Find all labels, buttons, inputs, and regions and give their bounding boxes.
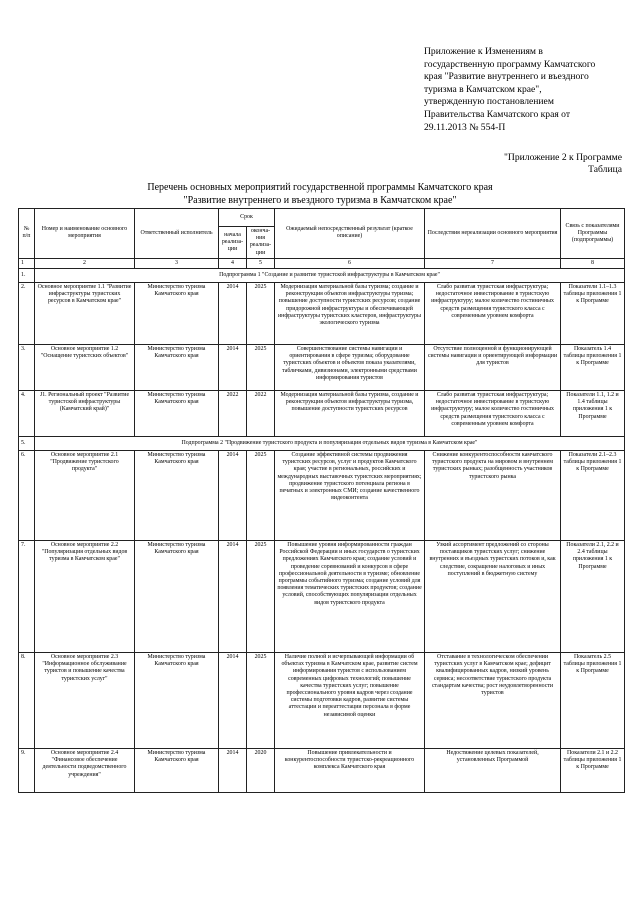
approval-note [424, 46, 624, 134]
approval-line: края "Развитие внутреннего и въездного [424, 71, 589, 83]
executor: Министерство туризма Камчатского края [135, 283, 219, 345]
consequences: Снижение конкурентоспособности камчатского туристского продукта на мировом и внутреннем туристских рынках; разобщенность участников туристского рынка [425, 451, 561, 541]
column-number: 6 [275, 258, 425, 268]
header-start: начала реализа-ции [219, 227, 247, 259]
header-result: Ожидаемый непосредственный результат (краткое описание) [275, 209, 425, 259]
column-number: 2 [35, 258, 135, 268]
header-term: Срок [219, 209, 275, 227]
title-line: Перечень основных мероприятий государственной программы Камчатского края [147, 182, 493, 193]
section-row [19, 437, 625, 451]
subprogram-title: Подпрограмма 1 "Создание и развитие туристской инфраструктуры в Камчатском крае" [35, 269, 625, 283]
column-number: 1 [19, 258, 35, 268]
approval-line: 29.11.2013 № 554-П [424, 121, 506, 133]
measure-name: Основное мероприятие 2.1 "Продвижение туристского продукта" [35, 451, 135, 541]
row-number: 4. [19, 391, 35, 437]
approval-line: туризма в Камчатском крае", [424, 83, 542, 95]
header-name: Номер и наименование основного мероприятия [35, 209, 135, 259]
expected-result: Повышение уровня информированности граждан Российской Федерации и иных государств о туристских предложениях Камчатского края; создание условий и проведение соревнований и конкурсов в сфере профессиональной деятельности в туризме; обновление программы событийного туризма; создание условий для появления тематических туристских продуктов; создание условий, способствующих популяризации отдельных видов туристского продукта [275, 541, 425, 653]
row-number: 1. [19, 269, 35, 283]
row-number: 3. [19, 345, 35, 391]
column-number-row [19, 258, 625, 268]
consequences: Отставание в технологическом обеспечении туристских услуг в Камчатском крае; дефицит квалифицированных кадров, низкий уровень сервиса; несоответствие туристского продукта стандартам качества; рост неудовлетворенности туристов [425, 653, 561, 749]
end-year: 2020 [247, 749, 275, 793]
indicator-link: Показатели 1.1, 1.2 и 1.4 таблицы приложения 1 к Программе [561, 391, 625, 437]
indicator-link: Показатели 1.1–1.3 таблицы приложения 1 к Программе [561, 283, 625, 345]
consequences: Слабо развитая туристская инфраструктура; недостаточное инвестирование в туристскую инфраструктуру; малое количество гостиничных средств размещения туристского класса с современным уровнем комфорта [425, 391, 561, 437]
table-row [19, 391, 625, 437]
indicator-link: Показатели 2.1–2.3 таблицы приложения 1 к Программе [561, 451, 625, 541]
appendix-reference [504, 152, 622, 176]
consequences: Отсутствие полноценной и функционирующей системы навигации и ориентирующей информации для туристов [425, 345, 561, 391]
table-label: Таблица [588, 164, 622, 175]
row-number: 8. [19, 653, 35, 749]
table-row [19, 451, 625, 541]
approval-line: утвержденную постановлением [424, 96, 554, 108]
title-line: "Развитие внутреннего и въездного туризма в Камчатском крае" [183, 194, 457, 206]
consequences: Недостижение целевых показателей, установленных Программой [425, 749, 561, 793]
start-year: 2014 [219, 749, 247, 793]
column-number: 3 [135, 258, 219, 268]
subprogram-title: Подпрограмма 2 "Продвижение туристского продукта и популяризация отдельных видов туризма в Камчатском крае" [35, 437, 625, 451]
measure-name: Основное мероприятие 2.2 "Популяризация отдельных видов туризма в Камчатском крае" [35, 541, 135, 653]
column-number: 5 [247, 258, 275, 268]
measures-table [18, 208, 625, 793]
column-number: 7 [425, 258, 561, 268]
approval-line: Приложение к Изменениям в [424, 46, 543, 57]
table-row [19, 345, 625, 391]
header-num: № п/п [19, 209, 35, 259]
measure-name: Основное мероприятие 1.2 "Оснащение туристских объектов" [35, 345, 135, 391]
header-consequences: Последствия нереализации основного мероприятия [425, 209, 561, 259]
expected-result: Повышение привлекательности и конкурентоспособности туристско-рекреационного комплекса Камчатского края [275, 749, 425, 793]
executor: Министерство туризма Камчатского края [135, 653, 219, 749]
approval-line: государственную программу Камчатского [424, 58, 596, 70]
expected-result: Создание эффективной системы продвижения туристских ресурсов, услуг и продуктов Камчатского края; участие в региональных, российских и международных выставочных туристских мероприятиях; продвижение туристского потенциала региона в печатных и электронных СМИ; создание качественного видеоконтента [275, 451, 425, 541]
start-year: 2014 [219, 283, 247, 345]
row-number: 6. [19, 451, 35, 541]
measure-name: Основное мероприятие 2.3 "Информационное обслуживание туристов и повышение качества туристских услуг" [35, 653, 135, 749]
column-number: 8 [561, 258, 625, 268]
row-number: 5. [19, 437, 35, 451]
expected-result: Модернизация материальной базы туризма; создание и реконструкция объектов инфраструктуры туризма; повышение доступности туристских ресурсов; создание придорожной инфраструктуры и обеспечивающей инфраструктуры туристских кластеров, инфраструктуры экологического туризма [275, 283, 425, 345]
measure-name: Основное мероприятие 1.1 "Развитие инфраструктуры туристских ресурсов в Камчатском крае" [35, 283, 135, 345]
column-number: 4 [219, 258, 247, 268]
end-year: 2025 [247, 345, 275, 391]
table-row [19, 283, 625, 345]
measure-name: J1. Региональный проект "Развитие туристской инфраструктуры (Камчатский край)" [35, 391, 135, 437]
consequences: Узкий ассортимент предложений со стороны поставщиков туристских услуг; снижение внутренних и въездных туристских потоков и, как следствие, сокращение налоговых и иных поступлений в бюджетную систему [425, 541, 561, 653]
header-row [19, 209, 625, 227]
table-row [19, 653, 625, 749]
header-link: Связь с показателями Программы (подпрограммы) [561, 209, 625, 259]
indicator-link: Показатели 2.1, 2.2 и 2.4 таблицы приложения 1 к Программе [561, 541, 625, 653]
start-year: 2014 [219, 345, 247, 391]
executor: Министерство туризма Камчатского края [135, 541, 219, 653]
indicator-link: Показатели 2.1 и 2.2 таблицы приложения 1 к Программе [561, 749, 625, 793]
end-year: 2025 [247, 451, 275, 541]
start-year: 2014 [219, 541, 247, 653]
expected-result: Совершенствование системы навигации и ориентирования в сфере туризма; оборудование туристских объектов и объектов показа указателями, табличками, дивизионами, электронными средствами информирования туристов [275, 345, 425, 391]
approval-line: Правительства Камчатского края от [424, 108, 571, 120]
start-year: 2014 [219, 653, 247, 749]
end-year: 2025 [247, 541, 275, 653]
table-body [19, 209, 625, 793]
executor: Министерство туризма Камчатского края [135, 345, 219, 391]
executor: Министерство туризма Камчатского края [135, 749, 219, 793]
row-number: 9. [19, 749, 35, 793]
section-row [19, 269, 625, 283]
executor: Министерство туризма Камчатского края [135, 391, 219, 437]
start-year: 2022 [219, 391, 247, 437]
header-end: оконча-ния реализа-ции [247, 227, 275, 259]
table-row [19, 541, 625, 653]
document-title [0, 182, 640, 207]
end-year: 2025 [247, 653, 275, 749]
row-number: 7. [19, 541, 35, 653]
expected-result: Наличие полной и исчерпывающей информации об объектах туризма в Камчатском крае, развитие систем информирования туристов с использованием современных цифровых технологий; повышение качества туристских услуг; повышение профессионального уровня кадров через создание системы подготовки кадров, развитие системы аттестации и переаттестации персонала в форме независимой оценки [275, 653, 425, 749]
indicator-link: Показатель 1.4 таблицы приложения 1 к Программе [561, 345, 625, 391]
table-row [19, 749, 625, 793]
end-year: 2025 [247, 283, 275, 345]
start-year: 2014 [219, 451, 247, 541]
measure-name: Основное мероприятие 2.4 "Финансовое обеспечение деятельности подведомственного учреждения" [35, 749, 135, 793]
executor: Министерство туризма Камчатского края [135, 451, 219, 541]
end-year: 2022 [247, 391, 275, 437]
appendix-label: "Приложение 2 к Программе [504, 152, 622, 163]
consequences: Слабо развитая туристская инфраструктура; недостаточное инвестирование в туристскую инфраструктуру; малое количество гостиничных средств размещения туристского класса с современным уровнем комфорта [425, 283, 561, 345]
header-executor: Ответственный исполнитель [135, 209, 219, 259]
indicator-link: Показатель 2.5 таблицы приложения 1 к Программе [561, 653, 625, 749]
expected-result: Модернизация материальной базы туризма, создание и реконструкция объектов инфраструктуры туризма, повышение доступности туристских ресурсов [275, 391, 425, 437]
row-number: 2. [19, 283, 35, 345]
